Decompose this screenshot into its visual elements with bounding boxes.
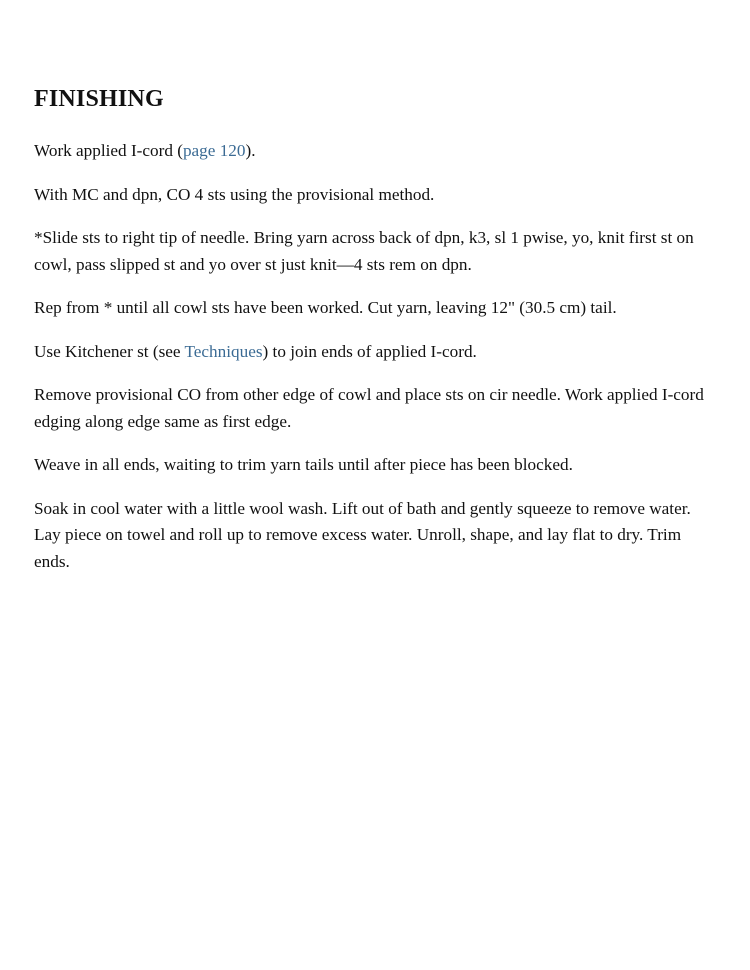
paragraph-slide-sts: *Slide sts to right tip of needle. Bring yarn across back of dpn, k3, sl 1 pwise, yo, knit first st on cowl, pass slipped st and yo over st just knit—4 sts rem on dpn. [34, 228, 694, 274]
paragraph-kitchener [34, 339, 714, 366]
paragraph-repeat: Rep from * until all cowl sts have been worked. Cut yarn, leaving 12" (30.5 cm) tail. [34, 298, 617, 317]
paragraph-remove-provisional: Remove provisional CO from other edge of cowl and place sts on cir needle. Work applied I-cord edging along edge same as first edge. [34, 385, 704, 431]
paragraph-text: Work applied I-cord ( [34, 141, 183, 160]
document-page [34, 84, 714, 592]
techniques-link[interactable]: Techniques [184, 341, 263, 361]
paragraph-cast-on: With MC and dpn, CO 4 sts using the provisional method. [34, 184, 435, 204]
paragraph-soak: Soak in cool water with a little wool wash. Lift out of bath and gently squeeze to remove water. Lay piece on towel and roll up to remove excess water. Unroll, shape, and lay flat to dry. Trim ends. [34, 498, 691, 571]
paragraph-applied-icord [34, 138, 714, 165]
paragraph-text: ) to join ends of applied I-cord. [262, 341, 477, 361]
page-120-link[interactable]: page 120 [182, 141, 246, 160]
paragraph-text: Use Kitchener st (see [34, 341, 185, 361]
paragraph-weave-ends: Weave in all ends, waiting to trim yarn tails until after piece has been blocked. [34, 455, 573, 474]
section-heading: FINISHING [34, 86, 164, 112]
paragraph-text: ). [245, 141, 256, 160]
